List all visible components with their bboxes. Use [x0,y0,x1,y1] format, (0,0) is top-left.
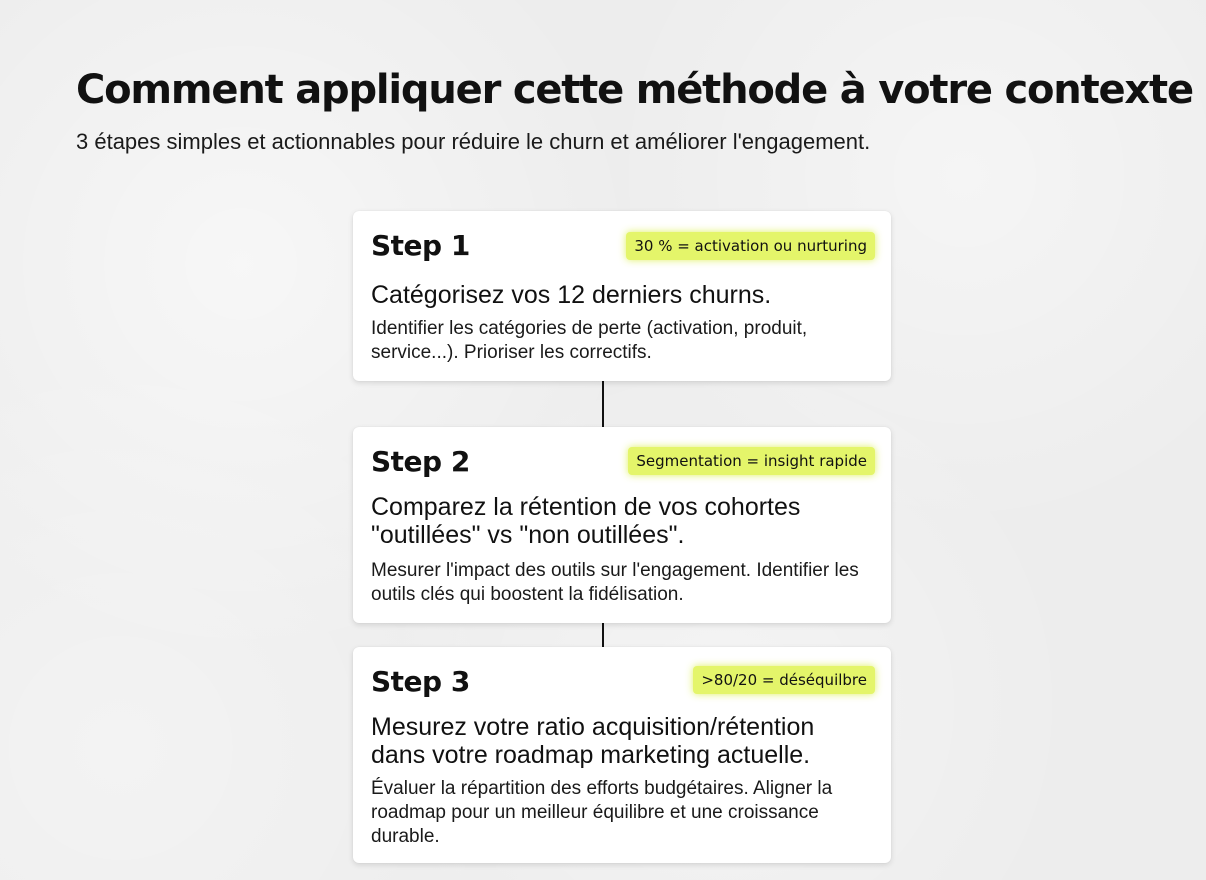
step-description: Identifier les catégories de perte (activation, produit, service...). Prioriser les correctifs. [371,318,808,363]
step-badge: >80/20 = déséquilbre [693,666,875,694]
step-card-2 [353,427,891,623]
page-subtitle: 3 étapes simples et actionnables pour réduire le churn et améliorer l'engagement. [76,129,871,154]
step-heading: Comparez la rétention de vos cohortes "outillées" vs "non outillées". [371,493,801,549]
step-description: Évaluer la répartition des efforts budgétaires. Aligner la roadmap pour un meilleur équilibre et une croissance durable. [371,778,833,847]
step-heading: Catégorisez vos 12 derniers churns. [371,281,772,309]
step-label: Step 2 [371,445,470,478]
step-card-1 [353,211,891,381]
step-badge: Segmentation = insight rapide [628,447,875,475]
connector-line-2-3 [602,622,604,648]
step-card-3 [353,647,891,863]
step-label: Step 1 [371,229,470,262]
step-heading: Mesurez votre ratio acquisition/rétention dans votre roadmap marketing actuelle. [371,713,815,769]
connector-line-1-2 [602,380,604,428]
step-label: Step 3 [371,665,470,698]
page-title: Comment appliquer cette méthode à votre contexte [76,67,1193,113]
step-description: Mesurer l'impact des outils sur l'engagement. Identifier les outils clés qui boostent la fidélisation. [371,560,859,605]
step-badge: 30 % = activation ou nurturing [626,232,875,260]
